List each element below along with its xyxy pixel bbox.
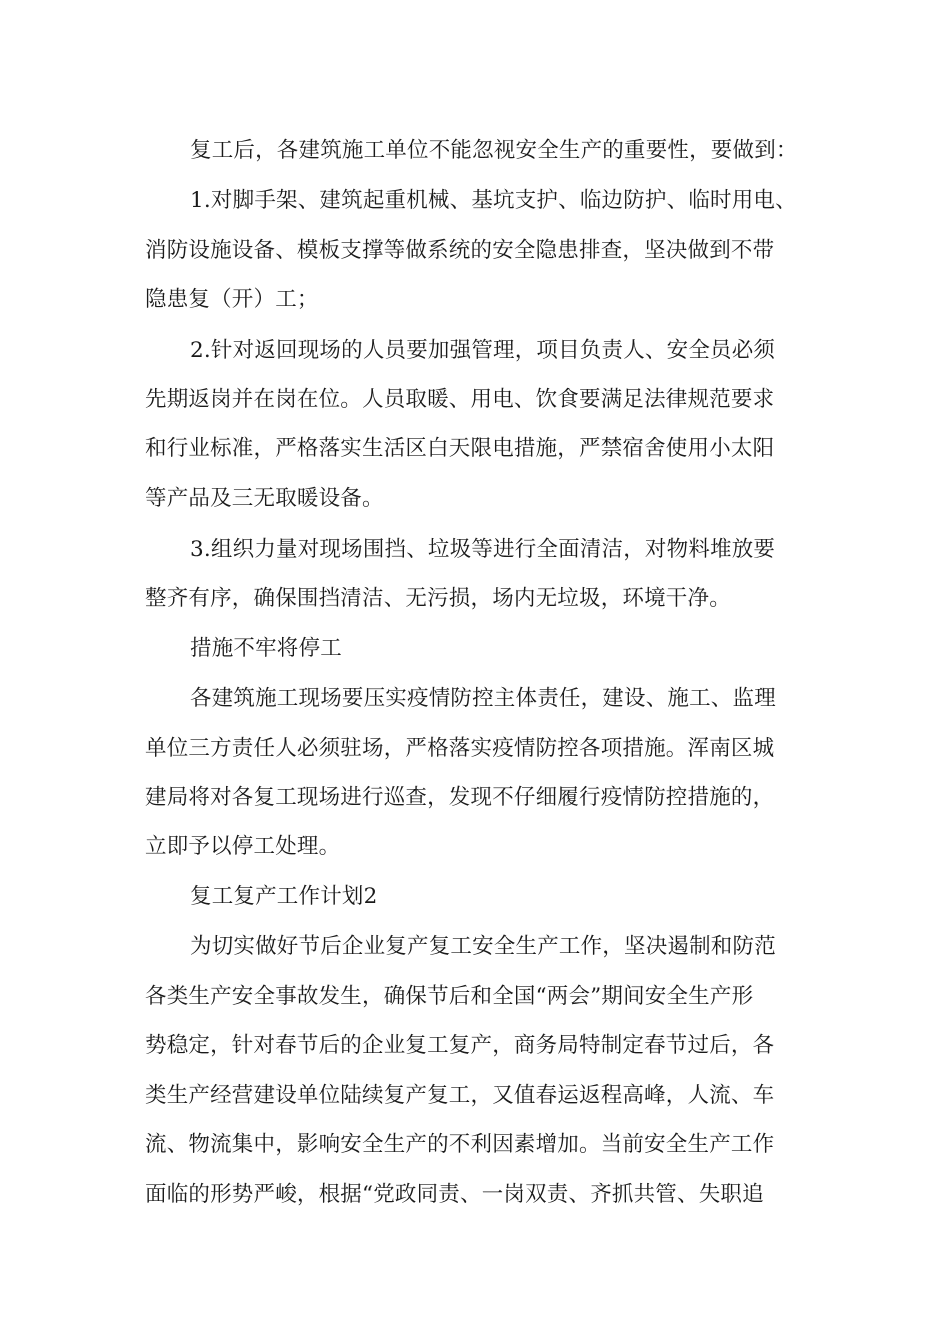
section-heading: 措施不牢将停工: [190, 636, 342, 661]
section-heading: 复工复产工作计划2: [190, 884, 378, 909]
paragraph-line: 为切实做好节后企业复产复工安全生产工作，坚决遏制和防范: [190, 934, 776, 959]
list-item-1-line: 消防设施设备、模板支撑等做系统的安全隐患排查，坚决做到不带: [145, 238, 775, 263]
paragraph-line: 类生产经营建设单位陆续复产复工，又值春运返程高峰，人流、车: [145, 1083, 775, 1108]
list-item-1-line: 隐患复（开）工；: [145, 287, 319, 312]
list-item-3-line: 整齐有序，确保围挡清洁、无污损，场内无垃圾，环境干净。: [145, 586, 731, 611]
list-item-2-line: 先期返岗并在岗在位。人员取暖、用电、饮食要满足法律规范要求: [145, 387, 775, 412]
paragraph-line: 各类生产安全事故发生，确保节后和全国“两会”期间安全生产形: [145, 984, 754, 1009]
paragraph-line: 势稳定，针对春节后的企业复工复产，商务局特制定春节过后，各: [145, 1033, 775, 1058]
paragraph-line: 立即予以停工处理。: [145, 834, 341, 859]
list-item-3-line: 3.组织力量对现场围挡、垃圾等进行全面清洁，对物料堆放要: [190, 537, 776, 562]
paragraph-line: 建局将对各复工现场进行巡查，发现不仔细履行疫情防控措施的，: [145, 785, 775, 810]
paragraph-line: 各建筑施工现场要压实疫情防控主体责任，建设、施工、监理: [190, 686, 776, 711]
paragraph-line: 复工后，各建筑施工单位不能忽视安全生产的重要性，要做到：: [190, 138, 798, 163]
list-item-1-line: 1.对脚手架、建筑起重机械、基坑支护、临边防护、临时用电、: [190, 188, 797, 213]
list-item-2-line: 和行业标准，严格落实生活区白天限电措施，严禁宿舍使用小太阳: [145, 436, 775, 461]
list-item-2-line: 等产品及三无取暖设备。: [145, 486, 384, 511]
list-item-2-line: 2.针对返回现场的人员要加强管理，项目负责人、安全员必须: [190, 338, 776, 363]
paragraph-line: 流、物流集中，影响安全生产的不利因素增加。当前安全生产工作: [145, 1132, 775, 1157]
paragraph-line: 面临的形势严峻，根据“党政同责、一岗双责、齐抓共管、失职追: [145, 1182, 764, 1207]
paragraph-line: 单位三方责任人必须驻场，严格落实疫情防控各项措施。浑南区城: [145, 736, 775, 761]
